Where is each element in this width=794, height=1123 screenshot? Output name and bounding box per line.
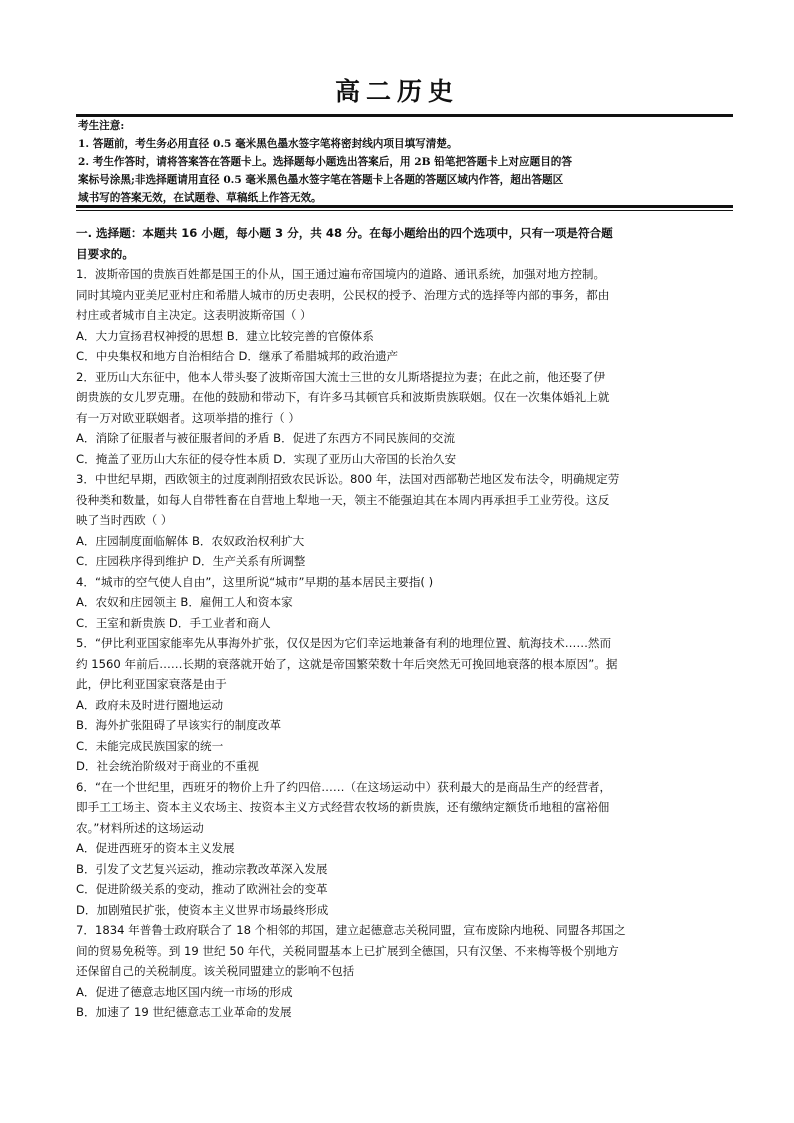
answer-option: B．引发了文艺复兴运动，推动宗教改革深入发展 — [76, 861, 328, 876]
question-text-line: 2．亚历山大东征中，他本人带头娶了波斯帝国大流士三世的女儿斯塔提拉为妻；在此之前，他还娶了伊 — [76, 369, 606, 384]
section-heading-cont: 目要求的。 — [76, 246, 134, 261]
question-text-line: 映了当时西欧（ ） — [76, 513, 173, 527]
question-text-line: 同时其境内亚美尼亚村庄和希腊人城市的历史表明，公民权的授予、治理方式的选择等内部的事务，都由 — [76, 287, 610, 302]
answer-option: C．促进阶级关系的变动，推动了欧洲社会的变革 — [76, 882, 328, 896]
answer-option: B．海外扩张阻碍了早该实行的制度改革 — [76, 718, 282, 732]
answer-option: C．中央集权和地方自治相结合 D．继承了希腊城邦的政治遗产 — [76, 349, 399, 363]
section-heading: 一. 选择题：本题共 16 小题，每小题 3 分，共 48 分。在每小题给出的四个选项中，只有一项是符合题 — [76, 226, 613, 240]
answer-option: A．促进西班牙的资本主义发展 — [76, 841, 235, 855]
answer-option: D．社会统治阶级对于商业的不重视 — [76, 759, 259, 773]
answer-option: B．加速了 19 世纪德意志工业革命的发展 — [76, 1005, 292, 1019]
question-text-line: 此，伊比利亚国家衰落是由于 — [76, 677, 227, 691]
question-lines — [76, 264, 728, 1023]
question-text-line: 约 1560 年前后……长期的衰落就开始了，这就是帝国繁荣数十年后突然无可挽回地衰落的根本原因”。据 — [76, 656, 618, 671]
notice-line: 案标号涂黑;非选择题请用直径 0.5 毫米黑色墨水签字笔在答题卡上各题的答题区域内作答，超出答题区 — [78, 174, 564, 186]
question-text-line: 7．1834 年普鲁士政府联合了 18 个相邻的邦国，建立起德意志关税同盟，宣布废除内地税、同盟各邦国之 — [76, 923, 626, 937]
question-text-line: 1．波斯帝国的贵族百姓都是国王的仆从，国王通过遍布帝国境内的道路、通讯系统，加强对地方控制。 — [76, 267, 606, 281]
answer-option: A．政府未及时进行圈地运动 — [76, 697, 224, 712]
answer-option: A．庄园制度面临解体 B．农奴政治权利扩大 — [76, 533, 305, 548]
question-text-line: 役种类和数量，如每人自带牲畜在自营地上犁地一天，领主不能强迫其在本周内再承担手工业劳役。这反 — [76, 492, 610, 507]
notice-line: 1. 答题前，考生务必用直径 0.5 毫米黑色墨水签字笔将密封线内项目填写清楚。 — [78, 138, 458, 150]
answer-option: A．大力宣扬君权神授的思想 B．建立比较完善的官僚体系 — [76, 328, 374, 343]
question-text-line: 4．“城市的空气使人自由”，这里所说“城市”早期的基本居民主要指( ) — [76, 574, 434, 589]
answer-option: C．掩盖了亚历山大东征的侵夺性本质 D．实现了亚历山大帝国的长治久安 — [76, 451, 457, 466]
answer-option: C．庄园秩序得到维护 D．生产关系有所调整 — [76, 554, 306, 568]
header-rule-bottom — [76, 205, 733, 208]
question-text-line: 朗贵族的女儿罗克珊。在他的鼓励和带动下，有许多马其顿官兵和波斯贵族联姻。仅在一次集体婚礼上就 — [76, 390, 610, 404]
question-text-line: 6．“在一个世纪里，西班牙的物价上升了约四倍……（在这场运动中）获利最大的是商品生产的经营者， — [76, 779, 612, 794]
question-text-line: 还保留自己的关税制度。该关税同盟建立的影响不包括 — [76, 964, 355, 978]
page-title: 高二历史 — [334, 77, 459, 106]
question-text-line: 间的贸易免税等。到 19 世纪 50 年代，关税同盟基本上已扩展到全德国，只有汉堡、不来梅等极个别地方 — [76, 943, 619, 958]
answer-option: C．未能完成民族国家的统一 — [76, 738, 224, 753]
answer-option: C．王室和新贵族 D．手工业者和商人 — [76, 615, 271, 630]
question-text-line: 5．“伊比利亚国家能率先从事海外扩张，仅仅是因为它们幸运地兼备有利的地理位置、航海技术……然而 — [76, 636, 612, 650]
question-body — [76, 223, 728, 1023]
answer-option: A．消除了征服者与被征服者间的矛盾 B．促进了东西方不同民族间的交流 — [76, 431, 455, 445]
answer-option: A．促进了德意志地区国内统一市场的形成 — [76, 984, 293, 999]
notice-line: 2. 考生作答时，请将答案答在答题卡上。选择题每小题选出答案后，用 2B 铅笔把答题卡上对应题目的答 — [78, 156, 572, 168]
exam-notice — [78, 117, 730, 207]
question-text-line: 即手工工场主、资本主义农场主、按资本主义方式经营农牧场的新贵族，还有缴纳定额货币地租的富裕佃 — [76, 800, 610, 814]
question-text-line: 3．中世纪早期，西欧领主的过度剥削招致农民诉讼。800 年，法国对西部勒芒地区发布法令，明确规定劳 — [76, 472, 620, 486]
header-rule-bottom-thin — [76, 210, 733, 211]
answer-option: D．加剧殖民扩张，使资本主义世界市场最终形成 — [76, 902, 329, 917]
answer-option: A．农奴和庄园领主 B．雇佣工人和资本家 — [76, 595, 293, 609]
question-text-line: 村庄或者城市自主决定。这表明波斯帝国（ ） — [76, 308, 312, 322]
notice-line: 域书写的答案无效，在试题卷、草稿纸上作答无效。 — [78, 192, 322, 204]
question-text-line: 农。”材料所述的这场运动 — [76, 820, 204, 835]
notice-heading: 考生注意: — [78, 120, 125, 132]
question-text-line: 有一万对欧亚联姻者。这项举措的推行（ ） — [76, 410, 300, 425]
